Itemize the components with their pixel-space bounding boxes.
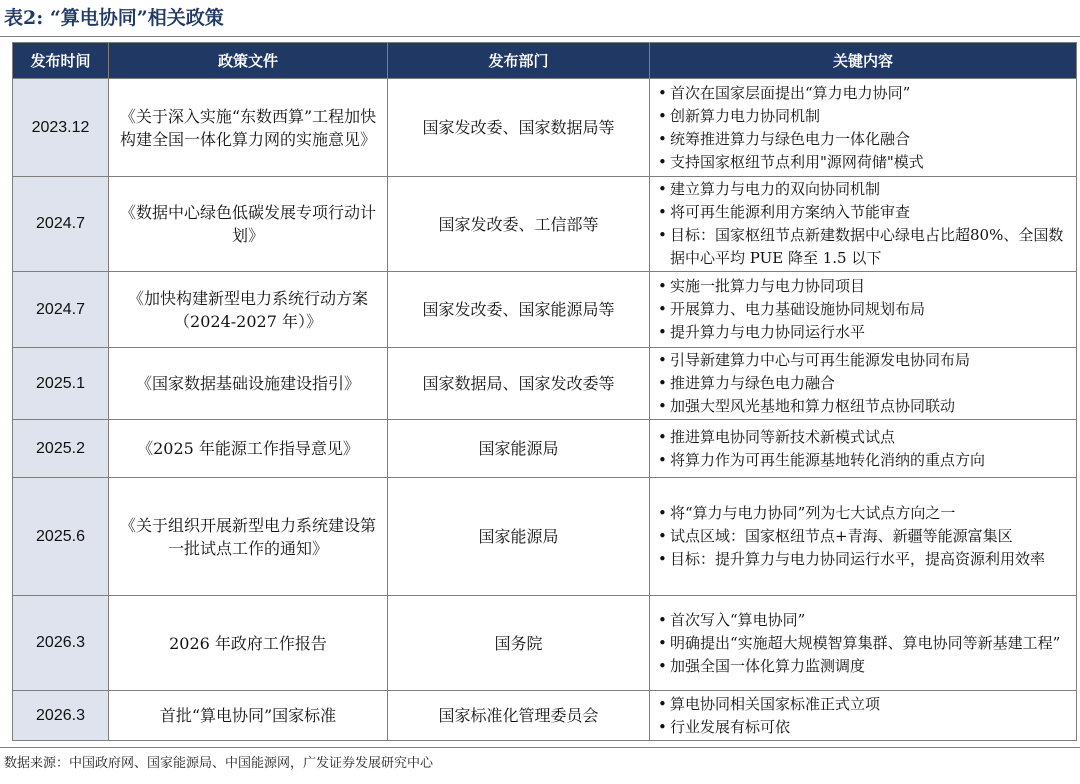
table-row <box>13 420 1077 478</box>
key-point: • 支持国家枢纽节点利用"源网荷储"模式 <box>658 151 1070 174</box>
key-point: • 加强全国一体化算力监测调度 <box>658 655 1070 678</box>
key-point: • 目标：提升算力与电力协同运行水平，提高资源利用效率 <box>658 548 1070 571</box>
table-row <box>13 478 1077 596</box>
cell-date: 2025.6 <box>13 478 109 596</box>
cell-key-content <box>650 177 1077 272</box>
cell-document: 《关于组织开展新型电力系统建设第一批试点工作的通知》 <box>109 478 388 596</box>
cell-key-content <box>650 272 1077 348</box>
cell-document: 《关于深入实施“东数西算”工程加快构建全国一体化算力网的实施意见》 <box>109 79 388 177</box>
table-row <box>13 348 1077 420</box>
key-point: • 加强大型风光基地和算力枢纽节点协同联动 <box>658 395 1070 418</box>
key-point: • 引导新建算力中心与可再生能源发电协同布局 <box>658 349 1070 372</box>
cell-department: 国家数据局、国家发改委等 <box>388 348 650 420</box>
key-point: • 将算力作为可再生能源基地转化消纳的重点方向 <box>658 449 1070 472</box>
cell-key-content <box>650 348 1077 420</box>
key-point: • 开展算力、电力基础设施协同规划布局 <box>658 298 1070 321</box>
key-point: • 创新算力电力协同机制 <box>658 105 1070 128</box>
header-document: 政策文件 <box>109 43 388 79</box>
cell-document: 《数据中心绿色低碳发展专项行动计划》 <box>109 177 388 272</box>
key-point: • 提升算力与电力协同运行水平 <box>658 321 1070 344</box>
table-row <box>13 596 1077 691</box>
table-row <box>13 79 1077 177</box>
key-point: • 推进算力与绿色电力融合 <box>658 372 1070 395</box>
title-divider <box>0 36 1080 37</box>
cell-key-content <box>650 691 1077 741</box>
cell-date: 2026.3 <box>13 691 109 741</box>
cell-document: 首批“算电协同”国家标准 <box>109 691 388 741</box>
policy-table <box>12 42 1077 741</box>
table-row <box>13 272 1077 348</box>
key-point: • 目标：国家枢纽节点新建数据中心绿电占比超80%、全国数据中心平均 PUE 降至 1.5 以下 <box>658 224 1070 270</box>
cell-date: 2025.1 <box>13 348 109 420</box>
cell-department: 国家发改委、国家能源局等 <box>388 272 650 348</box>
cell-document: 《2025 年能源工作指导意见》 <box>109 420 388 478</box>
key-point: • 明确提出“实施超大规模智算集群、算电协同等新基建工程” <box>658 632 1070 655</box>
cell-key-content <box>650 79 1077 177</box>
header-key-content: 关键内容 <box>650 43 1077 79</box>
cell-date: 2023.12 <box>13 79 109 177</box>
header-department: 发布部门 <box>388 43 650 79</box>
key-point: • 将“算力与电力协同”列为七大试点方向之一 <box>658 502 1070 525</box>
cell-document: 《加快构建新型电力系统行动方案（2024-2027 年）》 <box>109 272 388 348</box>
cell-department: 国家发改委、国家数据局等 <box>388 79 650 177</box>
key-point: • 首次写入“算电协同” <box>658 609 1070 632</box>
key-point: • 将可再生能源利用方案纳入节能审查 <box>658 201 1070 224</box>
cell-key-content <box>650 478 1077 596</box>
table-row <box>13 691 1077 741</box>
header-date: 发布时间 <box>13 43 109 79</box>
data-source-note: 数据来源：中国政府网、国家能源局、中国能源网，广发证券发展研究中心 <box>4 756 434 771</box>
key-point: • 行业发展有标可依 <box>658 716 1070 739</box>
cell-date: 2024.7 <box>13 177 109 272</box>
key-point: • 首次在国家层面提出“算力电力协同” <box>658 82 1070 105</box>
key-point: • 统筹推进算力与绿色电力一体化融合 <box>658 128 1070 151</box>
cell-department: 国家能源局 <box>388 420 650 478</box>
key-point: • 建立算力与电力的双向协同机制 <box>658 178 1070 201</box>
key-point: • 算电协同相关国家标准正式立项 <box>658 693 1070 716</box>
cell-document: 2026 年政府工作报告 <box>109 596 388 691</box>
footer-divider <box>0 747 1080 748</box>
cell-document: 《国家数据基础设施建设指引》 <box>109 348 388 420</box>
key-point: • 推进算电协同等新技术新模式试点 <box>658 426 1070 449</box>
key-point: • 实施一批算力与电力协同项目 <box>658 275 1070 298</box>
table-header-row <box>13 43 1077 79</box>
table-title: 表2: “算电协同”相关政策 <box>4 7 224 29</box>
cell-date: 2025.2 <box>13 420 109 478</box>
cell-key-content <box>650 420 1077 478</box>
cell-date: 2026.3 <box>13 596 109 691</box>
cell-department: 国家能源局 <box>388 478 650 596</box>
cell-department: 国务院 <box>388 596 650 691</box>
key-point: • 试点区域：国家枢纽节点+青海、新疆等能源富集区 <box>658 525 1070 548</box>
cell-date: 2024.7 <box>13 272 109 348</box>
cell-department: 国家标准化管理委员会 <box>388 691 650 741</box>
cell-department: 国家发改委、工信部等 <box>388 177 650 272</box>
cell-key-content <box>650 596 1077 691</box>
table-row <box>13 177 1077 272</box>
